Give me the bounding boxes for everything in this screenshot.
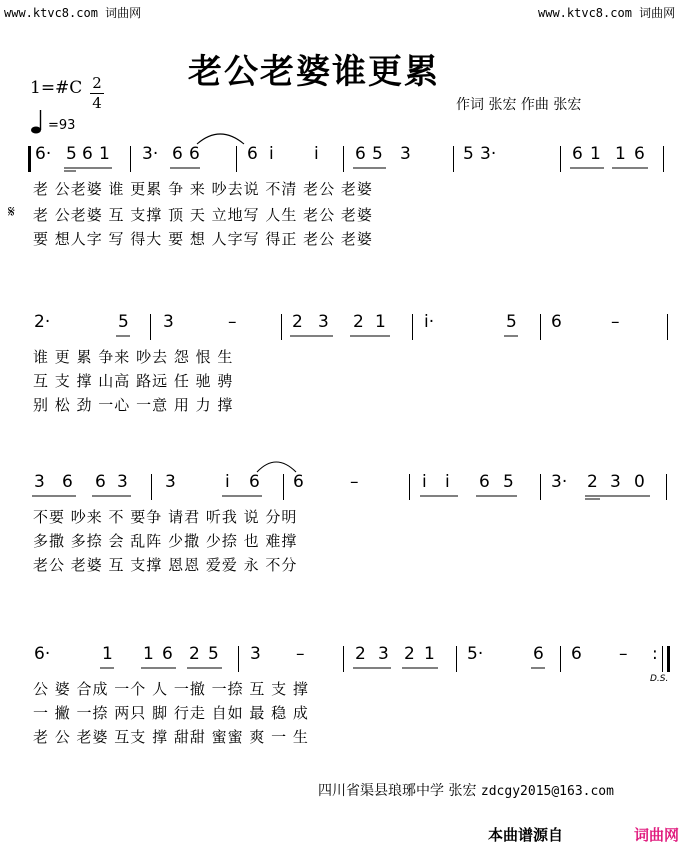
note: 2 [189,644,200,664]
beams-line-2 [0,298,697,348]
key-signature: 1=#C [30,78,83,98]
footer-author [318,780,614,800]
note: 5 [506,312,517,332]
note: i [225,472,230,492]
note: 2 [353,312,364,332]
time-signature-top: 2 [92,74,102,92]
note: 1 [143,644,154,664]
lyric-verse-2: 互 支 撑 山高 路远 任 驰 骋 [33,372,234,390]
note: i [314,144,319,164]
note: 6 [551,312,562,332]
note: 3 [117,472,128,492]
beams-line-4 [0,630,697,680]
note: 6 [572,144,583,164]
lyric-verse-2: 老 公老婆 互 支撑 顶 天 立地写 人生 老公 老婆 [33,206,373,224]
note: 5 [66,144,77,164]
watermark-right: www.ktvc8.com 词曲网 [538,6,676,20]
lyric-verse-3: 老 公 老婆 互支 撑 甜甜 蜜蜜 爽 一 生 [33,728,309,746]
note: 6 [82,144,93,164]
note: 3 [250,644,261,664]
note: 6 [533,644,544,664]
note: 0 [634,472,645,492]
segno-icon: 𝄋 [8,202,15,221]
credits: 作词 张宏 作曲 张宏 [456,97,582,113]
note: 6 [247,144,258,164]
note: 6 [355,144,366,164]
watermark-left: www.ktvc8.com 词曲网 [4,6,142,20]
note: 2 [587,472,598,492]
lyric-verse-2: 多撒 多捺 会 乱阵 少撒 少捺 也 难撑 [33,532,298,550]
footer-email: zdcgy2015@163.com [480,784,614,799]
note: 2 [404,644,415,664]
note: 6 [249,472,260,492]
tempo-value: =93 [48,118,76,133]
note: 3 [34,472,45,492]
note: 5 [118,312,129,332]
beams-line-1 [0,130,697,180]
note: 1 [375,312,386,332]
note: 5 [208,644,219,664]
note: 3· [142,144,159,164]
note: 1 [424,644,435,664]
note: 6 [479,472,490,492]
note: 3 [165,472,176,492]
note: i [269,144,274,164]
note: 5 [463,144,474,164]
note: 6· [34,644,51,664]
note: 6· [35,144,52,164]
note: 3 [378,644,389,664]
note: – [619,644,628,664]
note: 1 [615,144,626,164]
note: 6 [293,472,304,492]
note: – [611,312,620,332]
note: 3 [318,312,329,332]
note: 6 [189,144,200,164]
note: – [350,472,359,492]
lyric-verse-1: 老 公老婆 谁 更累 争 来 吵去说 不清 老公 老婆 [33,180,373,198]
note: 5· [467,644,484,664]
lyric-verse-1: 不要 吵来 不 要争 请君 听我 说 分明 [33,508,298,526]
footer-school: 四川省渠县琅琊中学 张宏 [318,783,477,799]
note: 5 [503,472,514,492]
lyric-verse-3: 要 想人字 写 得大 要 想 人字写 得正 老公 老婆 [33,230,373,248]
note: 1 [590,144,601,164]
note: 1 [102,644,113,664]
note: 6 [162,644,173,664]
note: i [445,472,450,492]
note: i· [424,312,435,332]
ds-marking: D.S. [650,674,669,684]
lyric-verse-3: 别 松 劲 一心 一意 用 力 撑 [33,396,234,414]
note: 6 [95,472,106,492]
time-signature-bottom: 4 [92,94,102,112]
note: 6 [172,144,183,164]
note: 6 [62,472,73,492]
note: 3 [400,144,411,164]
note: i [422,472,427,492]
note: – [296,644,305,664]
note: 6 [571,644,582,664]
source-label: 本曲谱源自 [488,826,564,844]
note: 1 [99,144,110,164]
note: 2· [34,312,51,332]
note: 3· [551,472,568,492]
site-logo[interactable]: 词曲网 [634,826,680,844]
song-title: 老公老婆谁更累 [188,52,440,92]
lyric-verse-1: 谁 更 累 争来 吵去 怨 恨 生 [33,348,234,366]
note: – [228,312,237,332]
note: 2 [292,312,303,332]
note: 3 [163,312,174,332]
note: 2 [355,644,366,664]
note: 5 [372,144,383,164]
lyric-verse-3: 老公 老婆 互 支撑 恩恩 爱爱 永 不分 [33,556,298,574]
note: 3· [480,144,497,164]
note: 3 [610,472,621,492]
lyric-verse-2: 一 撇 一捺 两只 脚 行走 自如 最 稳 成 [33,704,309,722]
lyric-verse-1: 公 婆 合成 一个 人 一撤 一捺 互 支 撑 [33,680,309,698]
beams-line-3 [0,458,697,508]
note: 6 [634,144,645,164]
repeat-dots: : [652,644,658,664]
